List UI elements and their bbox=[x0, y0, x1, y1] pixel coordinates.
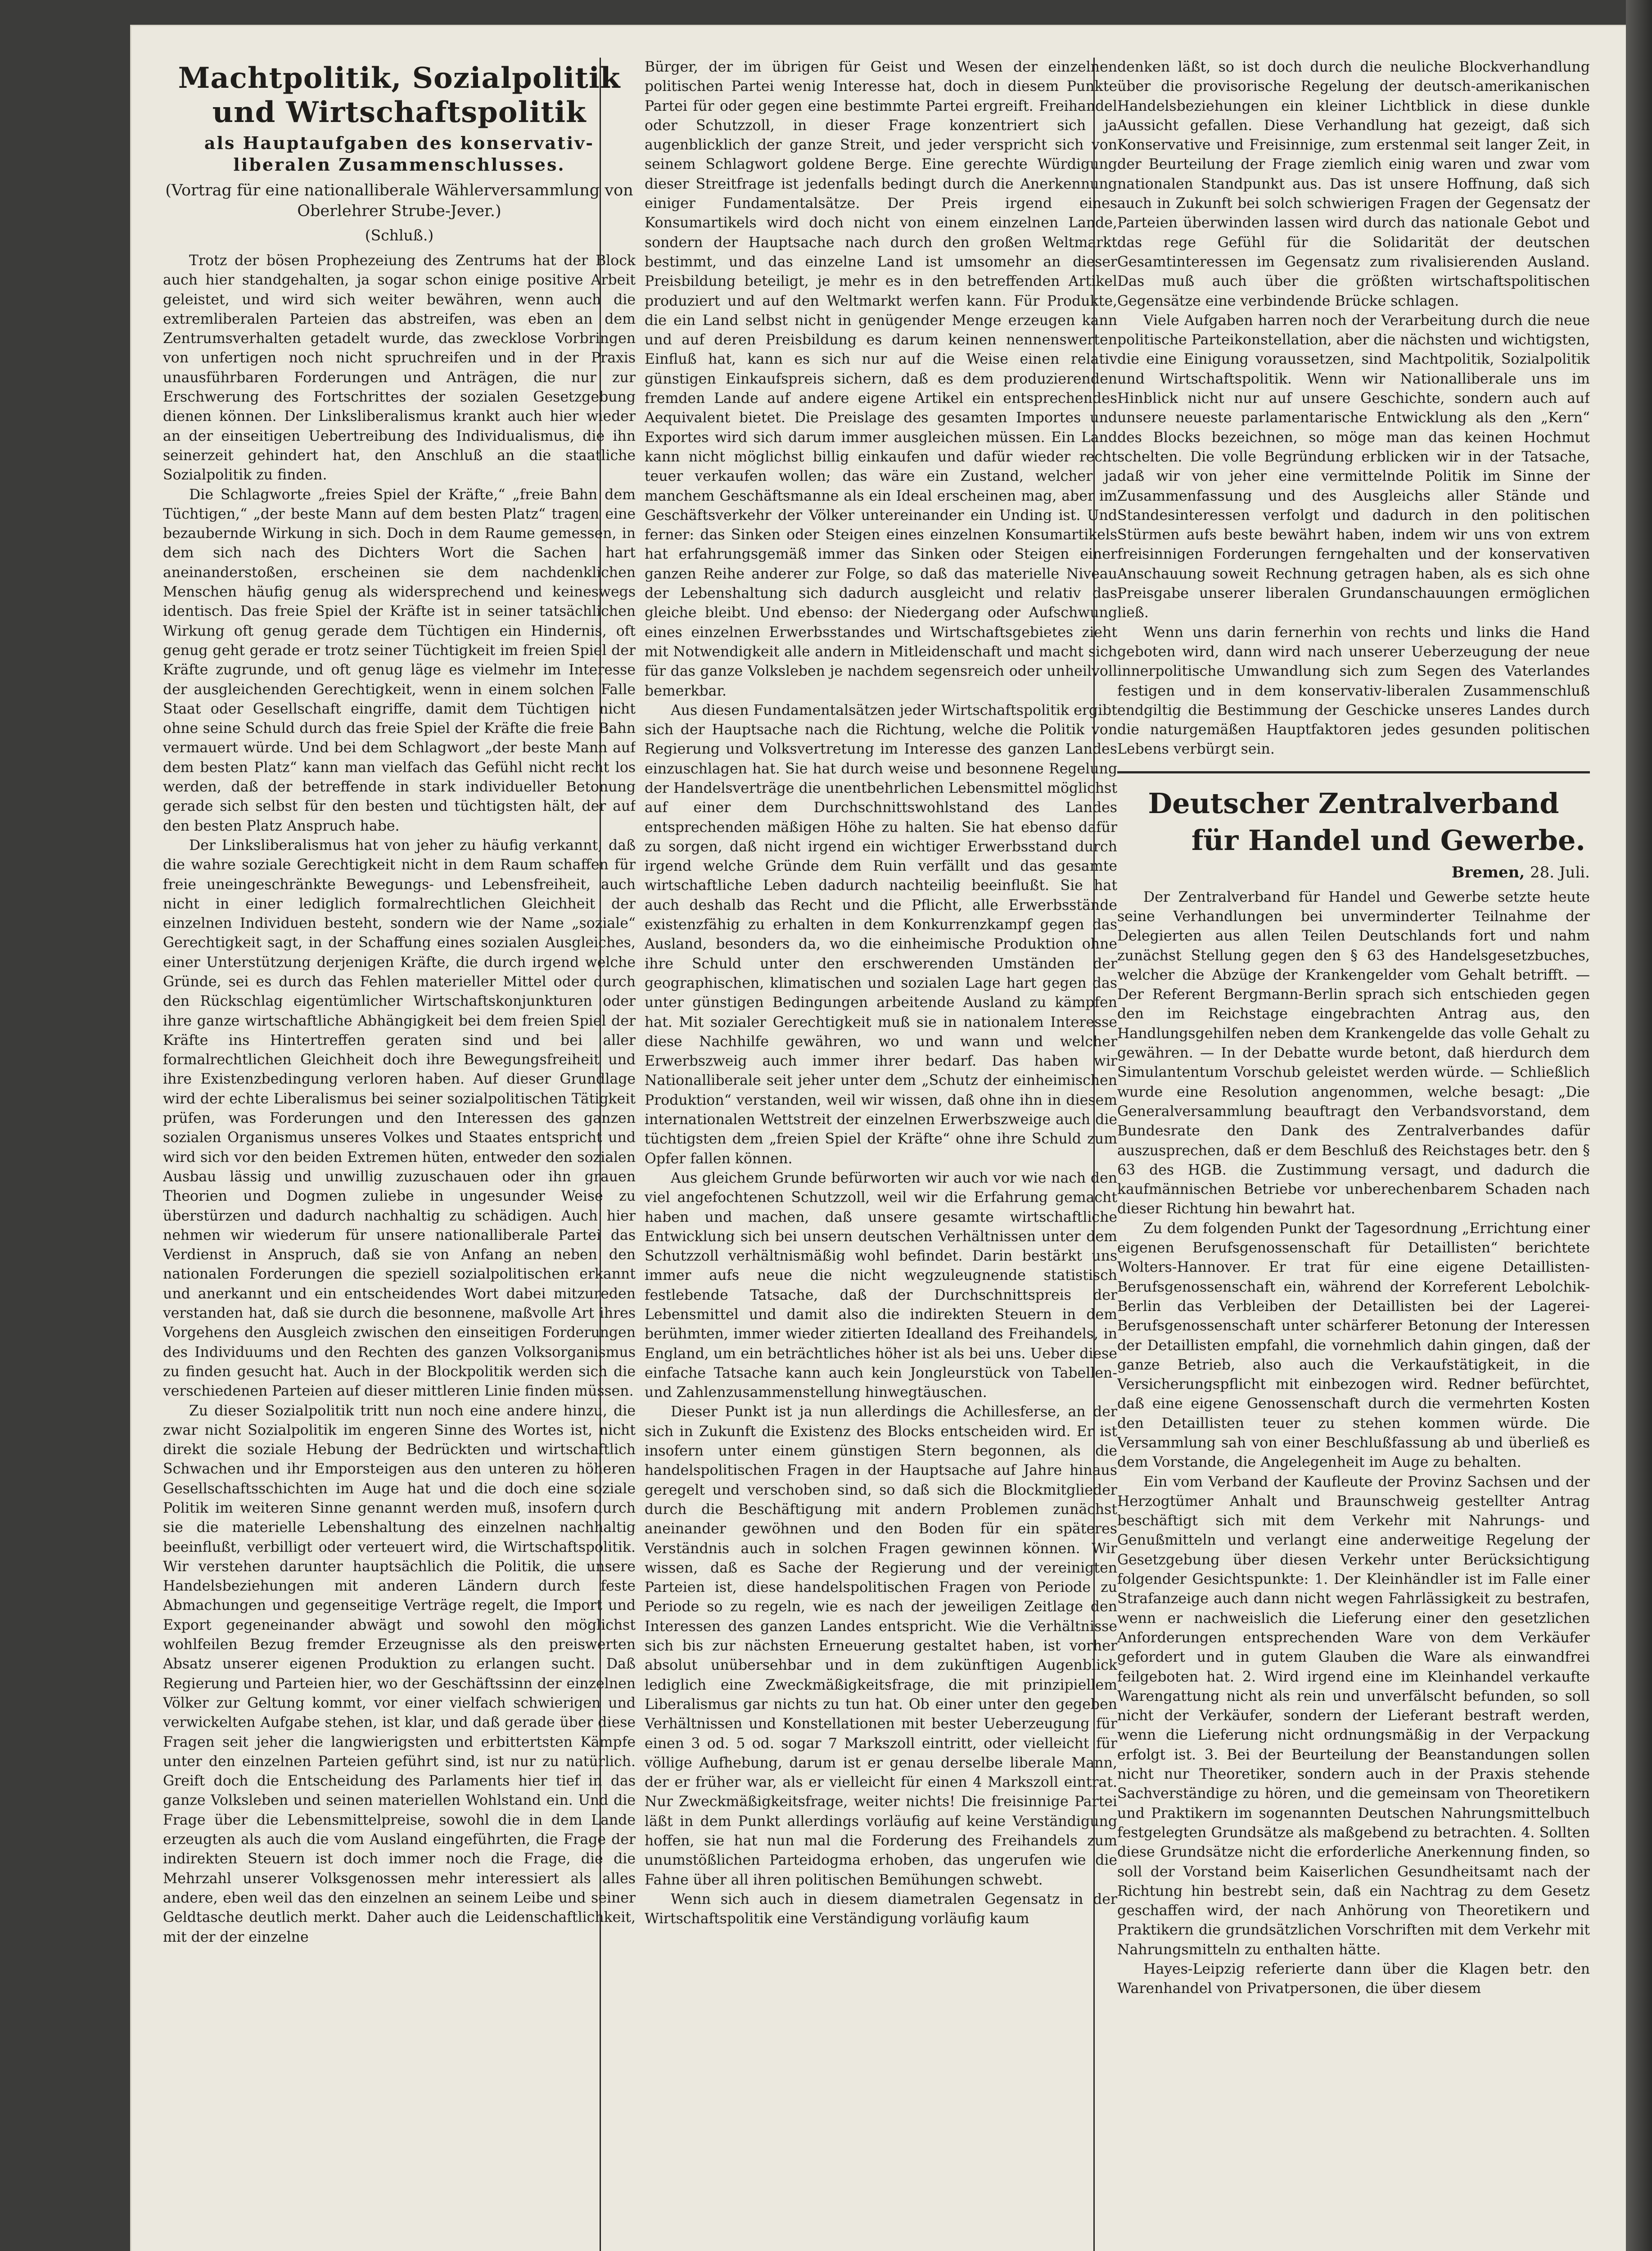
dateline-place: Bremen, bbox=[1451, 863, 1525, 881]
column-1 bbox=[163, 58, 636, 2251]
article-title: Machtpolitik, Sozialpolitik und Wirtschaftspolitik bbox=[178, 61, 621, 129]
article-subtitle: als Hauptaufgaben des konservativ-liberalen Zusammenschlusses. bbox=[204, 133, 595, 175]
paragraph: Aus gleichem Grunde befürworten wir auch vor wie nach den viel angefochtenen Schutzzoll, weil wir die Erfahrung gemacht haben und machen, daß unsere gesamte wirtschaftliche Entwicklung sich bei unsern deutschen Verhältnissen unter dem Schutzzoll verhältnismäßig wohl befindet. Darin bestärkt uns immer aufs neue die nicht wegzuleugnende statistisch festlebende Tatsache, daß der Durchschnittspreis der Lebensmittel und damit also die indirekten Steuern in dem berühmten, immer wieder zitierten Idealland des Freihandels, in England, um ein beträchtliches höher ist als bei uns. Ueber diese einfache Tatsache kann auch kein Jongleurstück von Tabellen- und Zahlenzusammenstellung hinwegtäuschen. bbox=[645, 1170, 1117, 1401]
article2-title-line2: für Handel und Gewerbe. bbox=[1191, 823, 1585, 857]
paragraph: Zu dem folgenden Punkt der Tagesordnung „Errichtung einer eigenen Berufsgenossenschaft für Detaillisten“ berichtete Wolters-Hannover. Er trat für eine eigene Detaillisten-Berufsgenossenschaft ein, während der Korreferent Lebolchik-Berlin das Verbleiben der Detaillisten bei der Lagerei-Berufsgenossenschaft unter schärferer Betonung der Interessen der Detaillisten empfahl, die vornehmlich dahin gingen, daß der ganze Betrieb, also auch die Verkaufstätigkeit, in die Versicherungspflicht mit einbezogen wird. Redner befürchtet, daß eine eigene Genossenschaft durch die vermehrten Kosten den Detaillisten teuer zu stehen kommen würde. Die Versammlung sah von einer Beschlußfassung ab und überließ es dem Vorstande, die Angelegenheit im Auge zu behalten. bbox=[1117, 1220, 1590, 1471]
paragraph: Wenn sich auch in diesem diametralen Gegensatz in der Wirtschaftspolitik eine Verständigung vorläufig kaum bbox=[645, 1891, 1117, 1927]
continuation-note: (Schluß.) bbox=[365, 226, 434, 244]
paragraph: Wenn uns darin fernerhin von rechts und links die Hand geboten wird, dann wird nach unserer Ueberzeugung der neue innerpolitische Umwandlung sich zum Segen des Vaterlandes festigen und in dem konservativ-liberalen Zusammenschluß endgiltig die Bestimmung der Geschicke unseres Landes durch die naturgemäßen Hauptfaktoren jedes gesunden politischen Lebens verbürgt sein. bbox=[1117, 624, 1590, 758]
paragraph: denken läßt, so ist doch durch die neuliche Blockverhandlung über die provisorische Regelung der deutsch-amerikanischen Handelsbeziehungen ein kleiner Lichtblick in diese dunkle Aussicht gefallen. Diese Verhandlung hat gezeigt, daß sich Konservative und Freisinnige, zum erstenmal seit langer Zeit, in der Beurteilung der Frage ziemlich einig waren und zwar vom nationalen Standpunkt aus. Das ist unsere Hoffnung, daß sich auch in Zukunft bei solch schwierigen Fragen der Gegensatz der Parteien überwinden lassen wird durch das nationale Gebot und das rege Gefühl für die Solidarität der deutschen Gesamtinteressen im Gegensatz zum rivalisierenden Ausland. Das muß auch über die größten wirtschaftspolitischen Gegensätze eine verbindende Brücke schlagen. bbox=[1117, 59, 1590, 309]
dateline-date: 28. Juli. bbox=[1530, 863, 1590, 881]
section-divider bbox=[1117, 771, 1590, 773]
paragraph: Der Zentralverband für Handel und Gewerbe setzte heute seine Verhandlungen bei unverminderter Teilnahme der Delegierten aus allen Teilen Deutschlands fort und nahm zunächst Stellung gegen den § 63 des Handelsgesetzbuches, welcher die Abzüge der Krankengelder vom Gehalt betrifft. — Der Referent Bergmann-Berlin sprach sich entschieden gegen den im Reichstage eingebrachten Antrag aus, den Handlungsgehilfen neben dem Krankengelde das volle Gehalt zu gewähren. — In der Debatte wurde betont, daß hierdurch dem Simulantentum Vorschub geleistet werden würde. — Schließlich wurde eine Resolution angenommen, welche besagt: „Die Generalversammlung beauftragt den Verbandsvorstand, dem Bundesrate den Dank des Zentralverbandes dafür auszusprechen, daß er dem Beschluß des Reichstages betr. den § 63 des HGB. die Zustimmung versagt, und dadurch die kaufmännischen Betriebe vor unberechenbarem Schaden nach dieser Richtung hin bewahrt hat. bbox=[1117, 889, 1590, 1217]
newspaper-page bbox=[131, 26, 1626, 2251]
column-2 bbox=[645, 58, 1117, 2251]
paragraph: Viele Aufgaben harren noch der Verarbeitung durch die neue politische Parteikonstellation, aber die nächsten und wichtigsten, die eine Einigung voraussetzen, sind Machtpolitik, Sozialpolitik und Wirtschaftspolitik. Wenn wir Nationalliberale uns im Hinblick nicht nur auf unsere Geschichte, sondern auch auf unsere neueste parlamentarische Entwicklung als den „Kern“ des Blocks bezeichnen, so möge man das keinen Hochmut schelten. Die volle Begründung erblicken wir in der Tatsache, daß wir von jeher eine vermittelnde Politik im Sinne der Zusammenfassung und des Ausgleichs aller Stände und Standesinteressen verfolgt und dadurch in den politischen Stürmen aufs beste bewährt haben, indem wir uns von extrem freisinnigen Forderungen ferngehalten und der konservativen Anschauung soweit Rechnung getragen haben, als es sich ohne Preisgabe unserer liberalen Grundanschauungen ermöglichen ließ. bbox=[1117, 312, 1590, 621]
paragraph: Der Linksliberalismus hat von jeher zu häufig verkannt, daß die wahre soziale Gerechtigkeit nicht in dem Raum schaffen für freie uneingeschränkte Bewegungs- und Lebensfreiheit, auch nicht in einer lediglich formalrechtlichen Gleichheit der einzelnen Individuen besteht, sondern wie der Name „soziale“ Gerechtigkeit sagt, in der Schaffung eines sozialen Ausgleiches, einer Unterstützung derjenigen Kräfte, die durch irgend welche Gründe, sei es durch das Fehlen materieller Mittel oder durch den Rückschlag eigentümlicher Wirtschaftskonjunkturen oder ihre ganze wirtschaftliche Abhängigkeit bei dem freien Spiel der Kräfte ins Hintertreffen geraten sind und bei aller formalrechtlichen Gleichheit doch ihre Bewegungsfreiheit und ihre Existenzbedingung verloren haben. Auf dieser Grundlage wird der echte Liberalismus bei seiner sozialpolitischen Tätigkeit prüfen, was Forderungen und den Interessen des ganzen sozialen Organismus unseres Volkes und Staates entspricht und wird sich vor den beiden Extremen hüten, entweder den sozialen Ausbau lässig und unwillig zuzuschauen oder ihn grauen Theorien und Dogmen zuliebe in ungesunder Weise zu überstürzen und dadurch nachhaltig zu schädigen. Auch hier nehmen wir wiederum für unsere nationalliberale Partei das Verdienst in Anspruch, daß sie von Anfang an neben den nationalen Forderungen die speziell sozialpolitischen erkannt und anerkannt und ein entscheidendes Wort dabei mitzureden verstanden hat, daß sie durch die besonnene, maßvolle Art ihres Vorgehens den Ausgleich zwischen den einseitigen Forderungen des Individuums und den Rechten des ganzen Volksorganismus zu finden gesucht hat. Auch in der Blockpolitik werden sich die verschiedenen Parteien auf dieser mittleren Linie finden müssen. bbox=[163, 837, 636, 1400]
article2-title bbox=[1117, 785, 1590, 859]
paragraph: Zu dieser Sozialpolitik tritt nun noch eine andere hinzu, die zwar nicht Sozialpolitik im engeren Sinne des Wortes ist, nicht direkt die soziale Hebung der Bedrückten und wirtschaftlich Schwachen und ihr Emporsteigen aus den unteren zu höheren Gesellschaftsschichten im Auge hat und die doch eine soziale Politik im weiteren Sinne genannt werden muß, insofern durch sie die materielle Lebenshaltung des einzelnen nachhaltig beeinflußt, verbilligt oder verteuert wird, die Wirtschaftspolitik. Wir verstehen darunter hauptsächlich die Politik, die unsere Handelsbeziehungen mit anderen Ländern durch feste Abmachungen und gegenseitige Verträge regelt, die Import und Export gegeneinander abwägt und sowohl den möglichst wohlfeilen Bezug fremder Erzeugnisse als den preiswerten Absatz unserer eigenen Produktion zu erlangen sucht. Daß Regierung und Parteien hier, wo der Geschäftssinn der einzelnen Völker zur Geltung kommt, vor einer vielfach schwierigen und verwickelten Aufgabe stehen, ist klar, und daß gerade über diese Fragen seit jeher die langwierigsten und erbittertsten Kämpfe unter den einzelnen Parteien geführt sind, ist nur zu natürlich. Greift doch die Entscheidung des Parlaments hier tief in das ganze Volksleben und seinen materiellen Wohlstand ein. Und die Frage über die Lebensmittelpreise, sowohl die in dem Lande erzeugten als auch die vom Ausland eingeführten, die Frage der indirekten Steuern ist doch immer noch die Frage, die die Mehrzahl unserer Volksgenossen mehr interessiert als alles andere, eben weil das den einzelnen an seinem Leibe und seiner Geldtasche deutlich merkt. Daher auch die Leidenschaftlichkeit, mit der der einzelne bbox=[163, 1402, 636, 1945]
column-3 bbox=[1117, 58, 1590, 2251]
paragraph: Hayes-Leipzig referierte dann über die Klagen betr. den Warenhandel von Privatpersonen, die über diesem bbox=[1117, 1961, 1590, 1997]
paragraph: Ein vom Verband der Kaufleute der Provinz Sachsen und der Herzogtümer Anhalt und Braunschweig gestellter Antrag beschäftigt sich mit dem Verkehr mit Nahrungs- und Genußmitteln und verlangt eine anderweitige Regelung der Gesetzgebung über diesen Verkehr unter Berücksichtigung folgender Gesichtspunkte: 1. Der Kleinhändler ist im Falle einer Strafanzeige auch dann nicht wegen Fahrlässigkeit zu bestrafen, wenn er nachweislich die Lieferung einer den gesetzlichen Anforderungen entsprechenden Ware von dem Verkäufer gefordert und in gutem Glauben die Ware als einwandfrei feilgeboten hat. 2. Wird irgend eine im Kleinhandel verkaufte Warengattung nicht als rein und unverfälscht befunden, so soll nicht der Verkäufer, sondern der Lieferant bestraft werden, wenn die Lieferung nicht ordnungsmäßig in der Verpackung erfolgt ist. 3. Bei der Beurteilung der Beanstandungen sollen nicht nur Theoretiker, sondern auch in der Praxis stehende Sachverständige zu hören, und die gemeinsam von Theoretikern und Praktikern im sogenannten Deutschen Nahrungsmittelbuch festgelegten Grundsätze als maßgebend zu betrachten. 4. Sollten diese Grundsätze nicht die erforderliche Anerkennung finden, so soll der Vorstand beim Kaiserlichen Gesundheitsamt nach der Richtung hin bestrebt sein, daß ein Nachtrag zu dem Gesetz geschaffen wird, der nach Anhörung von Theoretikern und Praktikern die grundsätzlichen Vorschriften mit dem Verkehr mit Nahrungsmitteln zu enthalten hätte. bbox=[1117, 1474, 1590, 1958]
article2-title-line1: Deutscher Zentralverband bbox=[1148, 786, 1559, 820]
paragraph: Die Schlagworte „freies Spiel der Kräfte,“ „freie Bahn dem Tüchtigen,“ „der beste Mann auf dem besten Platz“ tragen eine bezaubernde Wirkung in sich. Doch in dem Raume gemessen, in dem sich nach des Dichters Wort die Sachen hart aneinanderstoßen, erscheinen sie dem nachdenklichen Menschen häufig genug als widersprechend und keineswegs identisch. Das freie Spiel der Kräfte ist in seiner tatsächlichen Wirkung oft genug gerade dem Tüchtigen ein Hindernis, oft genug geht gerade er trotz seiner Tüchtigkeit im freien Spiel der Kräfte zugrunde, und oft genug läge es vielmehr im Interesse der ausgleichenden Gerechtigkeit, wenn in einem solchen Falle Staat oder Gesellschaft eingriffe, damit dem Tüchtigen nicht ohne seine Schuld durch das freie Spiel der Kräfte die freie Bahn vermauert würde. Und bei dem Schlagwort „der beste Mann auf dem besten Platz“ kann man vielfach das Gefühl nicht recht los werden, daß der betreffende in stark individueller Betonung gerade sich selbst für den besten und tüchtigsten hält, der auf den besten Platz Anspruch habe. bbox=[163, 486, 636, 834]
article-byline: (Vortrag für eine nationalliberale Wählerversammlung von Oberlehrer Strube-Jever.) bbox=[165, 181, 633, 220]
paragraph: Dieser Punkt ist ja nun allerdings die Achillesferse, an der sich in Zukunft die Existenz des Blocks entscheiden wird. Er ist insofern unter einem günstigen Stern begonnen, als die handelspolitischen Fragen in der Hauptsache auf Jahre hinaus geregelt und verschoben sind, so daß sich die Blockmitglieder durch die Beschäftigung mit andern Problemen zunächst aneinander gewöhnen und den Boden für ein späteres Verständnis auch in solchen Fragen gewinnen können. Wir wissen, daß es Sache der Regierung und der vereinigten Parteien ist, diese handelspolitischen Fragen von Periode zu Periode so zu regeln, wie es nach der jeweiligen Zeitlage den Interessen des ganzen Landes entspricht. Wie die Verhältnisse sich bis zur nächsten Erneuerung gestaltet haben, ist vorher absolut unübersehbar und in dem zukünftigen Augenblick lediglich eine Zweckmäßigkeitsfrage, die mit prinzipiellem Liberalismus gar nichts zu tun hat. Ob einer unter den gegeben Verhältnissen und Konstellationen mit bester Ueberzeugung für einen 3 od. 5 od. sogar 7 Markszoll eintritt, oder vielleicht für völlige Aufhebung, darum ist er genau derselbe liberale Mann, der er früher war, als er vielleicht für einen 4 Markszoll eintrat. Nur Zweckmäßigkeitsfrage, weiter nichts! Die freisinnige Partei läßt in dem Punkt allerdings vorläufig auf keine Verständigung hoffen, sie hat nun mal die Forderung des Freihandels zum unumstößlichen Parteidogma erhoben, das ungerufen wie die Fahne über all ihren politischen Bemühungen schwebt. bbox=[645, 1404, 1117, 1888]
scan-edge bbox=[1626, 0, 1652, 2251]
dateline bbox=[1117, 862, 1590, 883]
paragraph: Aus diesen Fundamentalsätzen jeder Wirtschaftspolitik ergibt sich der Hauptsache nach die Richtung, welche die Politik von Regierung und Volksvertretung im Interesse des ganzen Landes einzuschlagen hat. Sie hat durch weise und besonnene Regelung der Handelsverträge die unentbehrlichen Lebensmittel möglichst auf einer dem Durchschnittswohlstand des Landes entsprechenden mäßigen Höhe zu halten. Sie hat ebenso dafür zu sorgen, daß nicht irgend ein wichtiger Erwerbsstand durch irgend welche Gründe dem Ruin verfällt und das gesamte wirtschaftliche Leben dadurch nachteilig beeinflußt. Sie hat auch deshalb das Recht und die Pflicht, alle Erwerbsstände existenzfähig zu erhalten in dem Konkurrenzkampf gegen das Ausland, besonders da, wo die einheimische Produktion ohne ihre Schuld unter den erschwerenden Umständen der geographischen, klimatischen und sozialen Lage hart gegen das unter günstigen Bedingungen arbeitende Ausland zu kämpfen hat. Mit sozialer Gerechtigkeit muß sie in nationalem Interesse diese Nachhilfe gewähren, wo und wann und welcher Erwerbszweig auch immer ihrer bedarf. Das haben wir Nationalliberale seit jeher unter dem „Schutz der einheimischen Produktion“ verstanden, weil wir wissen, daß ohne ihn in diesem internationalen Wettstreit der einzelnen Erwerbszweige auch die tüchtigsten dem „freien Spiel der Kräfte“ ohne ihre Schuld zum Opfer fallen können. bbox=[645, 702, 1117, 1167]
paragraph: Trotz der bösen Prophezeiung des Zentrums hat der Block auch hier standgehalten, ja sogar schon einige positive Arbeit geleistet, und wird sich weiter bewähren, wenn auch die extremliberalen Parteien das abstreifen, was eben an dem Zentrumsverhalten getadelt wurde, das zwecklose Vorbringen von unfertigen noch nicht spruchreifen und in der Praxis unausführbaren Forderungen und Anträgen, die nur zur Erschwerung des Fortschrittes der sozialen Gesetzgebung dienen können. Der Linksliberalismus krankt auch hier wieder an der einseitigen Uebertreibung des Individualismus, die ihn seinerzeit gehindert hat, den Anschluß an die staatliche Sozialpolitik zu finden. bbox=[163, 253, 636, 484]
paragraph: Bürger, der im übrigen für Geist und Wesen der einzelnen politischen Partei wenig Interesse hat, doch in diesem Punkte Partei für oder gegen eine bestimmte Partei ergreift. Freihandel oder Schutzzoll, in dieser Frage konzentriert sich ja augenblicklich der ganze Streit, und jeder verspricht sich von seinem Schlagwort goldene Berge. Eine gerechte Würdigung dieser Streitfrage ist jedenfalls bedingt durch die Anerkennung einiger Fundamentalsätze. Der Preis irgend eines Konsumartikels wird doch nicht von einem einzelnen Lande, sondern der Hauptsache nach durch den großen Weltmarkt bestimmt, und das einzelne Land ist umsomehr an dieser Preisbildung beteiligt, je mehr es in den betreffenden Artikel produziert und auf den Weltmarkt werfen kann. Für Produkte, die ein Land selbst nicht in genügender Menge erzeugen kann und auf deren Preisbildung es darum keinen nennenswerten Einfluß hat, kann es sich nur auf die Weise einen relativ günstigen Einkaufspreis sichern, daß es dem produzierenden fremden Lande auf andere eigene Artikel ein entsprechendes Aequivalent bietet. Die Preislage des gesamten Importes und Exportes wird sich darum immer ausgleichen müssen. Ein Land kann nicht möglichst billig einkaufen und dafür wieder recht teuer verkaufen wollen; das wäre ein Zustand, welcher ja manchem Geschäftsmanne als ein Ideal erscheinen mag, aber im Geschäftsverkehr der Völker untereinander ein Unding ist. Und ferner: das Sinken oder Steigen eines einzelnen Konsumartikels hat erfahrungsgemäß immer das Sinken oder Steigen einer ganzen Reihe anderer zur Folge, so daß das materielle Niveau der Lebenshaltung sich dadurch ausgleicht und relativ das gleiche bleibt. Und ebenso: der Niedergang oder Aufschwung eines einzelnen Erwerbsstandes und Wirtschaftsgebietes zieht mit Notwendigkeit alle andern in Mitleidenschaft und macht sich für das ganze Volksleben je nachdem segensreich oder unheilvoll bemerkbar. bbox=[645, 59, 1117, 699]
